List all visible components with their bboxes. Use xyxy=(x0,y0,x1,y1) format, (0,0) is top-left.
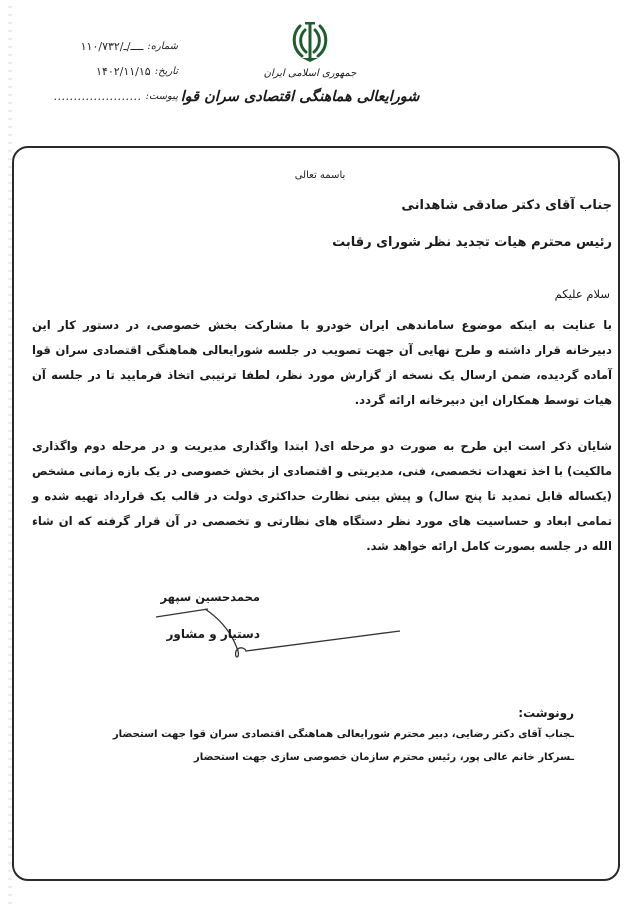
basmala: باسمه تعالی xyxy=(294,170,346,181)
meta-number xyxy=(28,34,178,59)
signer-title: دستیار و مشاور xyxy=(166,627,260,641)
attachment-label: پیوست: xyxy=(145,91,178,102)
meta-date xyxy=(28,59,178,84)
date-label: تاریخ: xyxy=(154,66,178,77)
greeting: سلام علیکم xyxy=(554,287,610,301)
iran-emblem-icon xyxy=(290,18,330,64)
number-label: شماره: xyxy=(147,41,178,52)
recipient-title: رئیس محترم هیات تجدید نظر شورای رقابت xyxy=(332,235,612,250)
cc-item: ـجناب آقای دکتر رضایی، دبیر محترم شورایعالی هماهنگی اقتصادی سران قوا جهت استحضار xyxy=(112,729,574,740)
letterhead-country: جمهوری اسلامی ایران xyxy=(263,68,357,79)
body-paragraph-2: شایان ذکر است این طرح به صورت دو مرحله ای( ابتدا واگذاری مدیریت و در مرحله دوم واگذاری مالکیت) با اخذ تعهدات تخصصی، فنی، مدیریتی و اقتصادی از بخش خصوصی در یک بازه زمانی مشخص (یکساله قابل تمدید تا پنج سال) و پیش بینی نظارت حداکثری دولت در قالب یک قرارداد تهیه شده و تمامی ابعاد و حساسیت های مورد نظر دستگاه های نظارتی و تخصصی در آن قرار گرفته که ان شاء الله در جلسه بصورت کامل ارائه خواهد شد. xyxy=(32,439,612,553)
body-paragraph-1: با عنایت به اینکه موضوع ساماندهی ایران خودرو با مشارکت بخش خصوصی، در دستور کار این دبیرخانه قرار داشته و طرح نهایی آن جهت تصویب در جلسه شورایعالی هماهنگی اقتصادی سران قوا آماده گردیده، ضمن ارسال یک نسخه از گزارش مورد نظر، لطفا ترتیبی اتخاذ فرمایید تا در جلسه آن هیات توسط همکاران این دبیرخانه ارائه گردد. xyxy=(32,318,612,407)
meta-attachment xyxy=(28,84,178,109)
cc-item: ـسرکار خانم عالی پور، رئیس محترم سازمان خصوصی سازی جهت استحضار xyxy=(193,752,574,763)
letterhead-organization: شورایعالی هماهنگی اقتصادی سران قوا xyxy=(180,88,420,105)
date-value: ۱۴۰۲/۱۱/۱۵ xyxy=(96,65,151,78)
attachment-value: ...................... xyxy=(53,90,142,103)
recipient-name: جناب آقای دکتر صادقی شاهدانی xyxy=(401,198,612,213)
cc-label: رونوشت: xyxy=(518,706,574,720)
letter-meta xyxy=(28,34,178,109)
number-value: ۱۱۰/۷۳۲/ــــ/ـ xyxy=(80,40,144,53)
signer-name: محمدحسین سپهر xyxy=(160,590,260,604)
